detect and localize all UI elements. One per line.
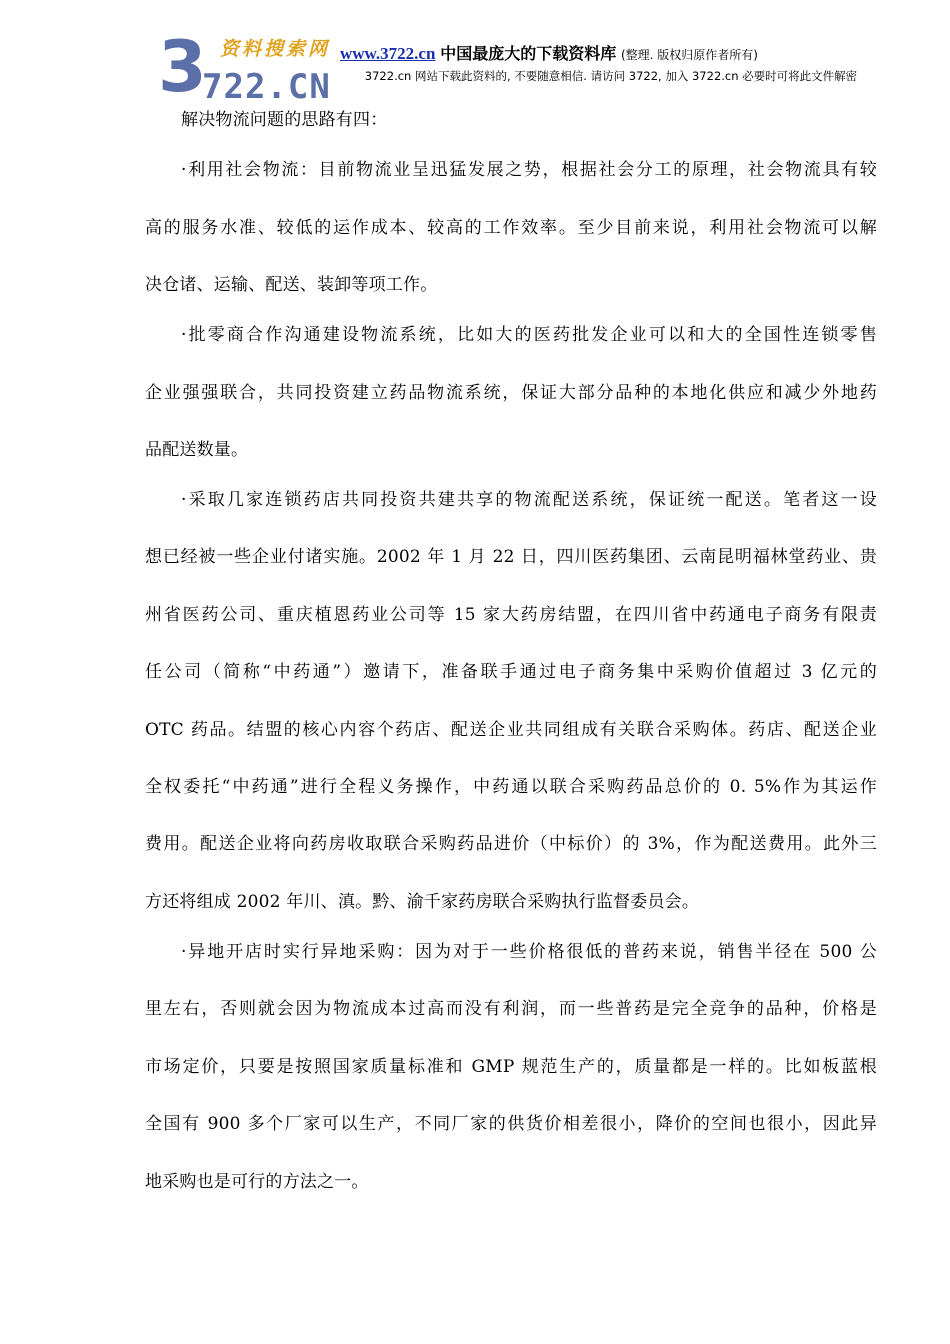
text-line: 企业强强联合，共同投资建立药品物流系统，保证大部分品种的本地化供应和减少外地药 [145,383,877,403]
text-line: 费用。配送企业将向药房收取联合采购药品进价（中标价）的 3%，作为配送费用。此外三 [145,834,877,854]
text-line: 地采购也是可行的方法之一。 [145,1172,369,1192]
text-line: 市场定价，只要是按照国家质量标准和 GMP 规范生产的，质量都是一样的。比如板蓝根 [145,1057,877,1077]
logo-digit: 3 [158,26,207,108]
text-line: ·批零商合作沟通建设物流系统，比如大的医药批发企业可以和大的全国性连锁零售 [181,325,877,345]
header-banner [340,44,758,65]
text-line: 方还将组成 2002 年川、滇。黔、渝千家药房联合采购执行监督委员会。 [145,892,700,912]
text-line: 州省医药公司、重庆植恩药业公司等 15 家大药房结盟，在四川省中药通电子商务有限责 [145,605,877,625]
text-line: 全国有 900 多个厂家可以生产，不同厂家的供货价相差很小，降价的空间也很小，因此异 [145,1114,877,1134]
text-line: ·异地开店时实行异地采购：因为对于一些价格很低的普药来说，销售半径在 500 公 [181,942,877,962]
site-link[interactable]: www.3722.cn [340,44,436,63]
logo-name: 资料搜索网 [220,38,331,60]
text-line: 高的服务水准、较低的运作成本、较高的工作效率。至少目前来说，利用社会物流可以解 [145,218,877,238]
text-line: 全权委托“中药通”进行全程义务操作，中药通以联合采购药品总价的 0. 5%作为其运作 [145,777,877,797]
text-line: 想已经被一些企业付诸实施。2002 年 1 月 22 日，四川医药集团、云南昆明福林堂药业、贵 [145,547,877,567]
header-disclaimer: 3722.cn 网站下载此资料的, 不要随意相信. 请访问 3722, 加入 3722.cn 必要时可将此文件解密 [364,69,858,83]
text-line: ·利用社会物流：目前物流业呈迅猛发展之势，根据社会分工的原理，社会物流具有较 [181,160,877,180]
site-logo[interactable] [158,26,348,108]
text-line: 任公司（简称“中药通”）邀请下，准备联手通过电子商务集中采购价值超过 3 亿元的 [145,662,877,682]
text-line: OTC 药品。结盟的核心内容个药店、配送企业共同组成有关联合采购体。药店、配送企业 [145,720,877,740]
text-line: 解决物流问题的思路有四： [181,110,388,130]
logo-domain: 722.CN [202,67,331,107]
site-title: 中国最庞大的下载资料库 [440,44,617,63]
text-line: ·采取几家连锁药店共同投资共建共享的物流配送系统，保证统一配送。笔者这一设 [181,490,877,510]
text-line: 决仓诸、运输、配送、装卸等项工作。 [145,275,438,295]
text-line: 里左右，否则就会因为物流成本过高而没有利润，而一些普药是完全竞争的品种，价格是 [145,999,877,1019]
site-note: (整理. 版权归原作者所有) [620,48,758,62]
text-line: 品配送数量。 [145,440,249,460]
